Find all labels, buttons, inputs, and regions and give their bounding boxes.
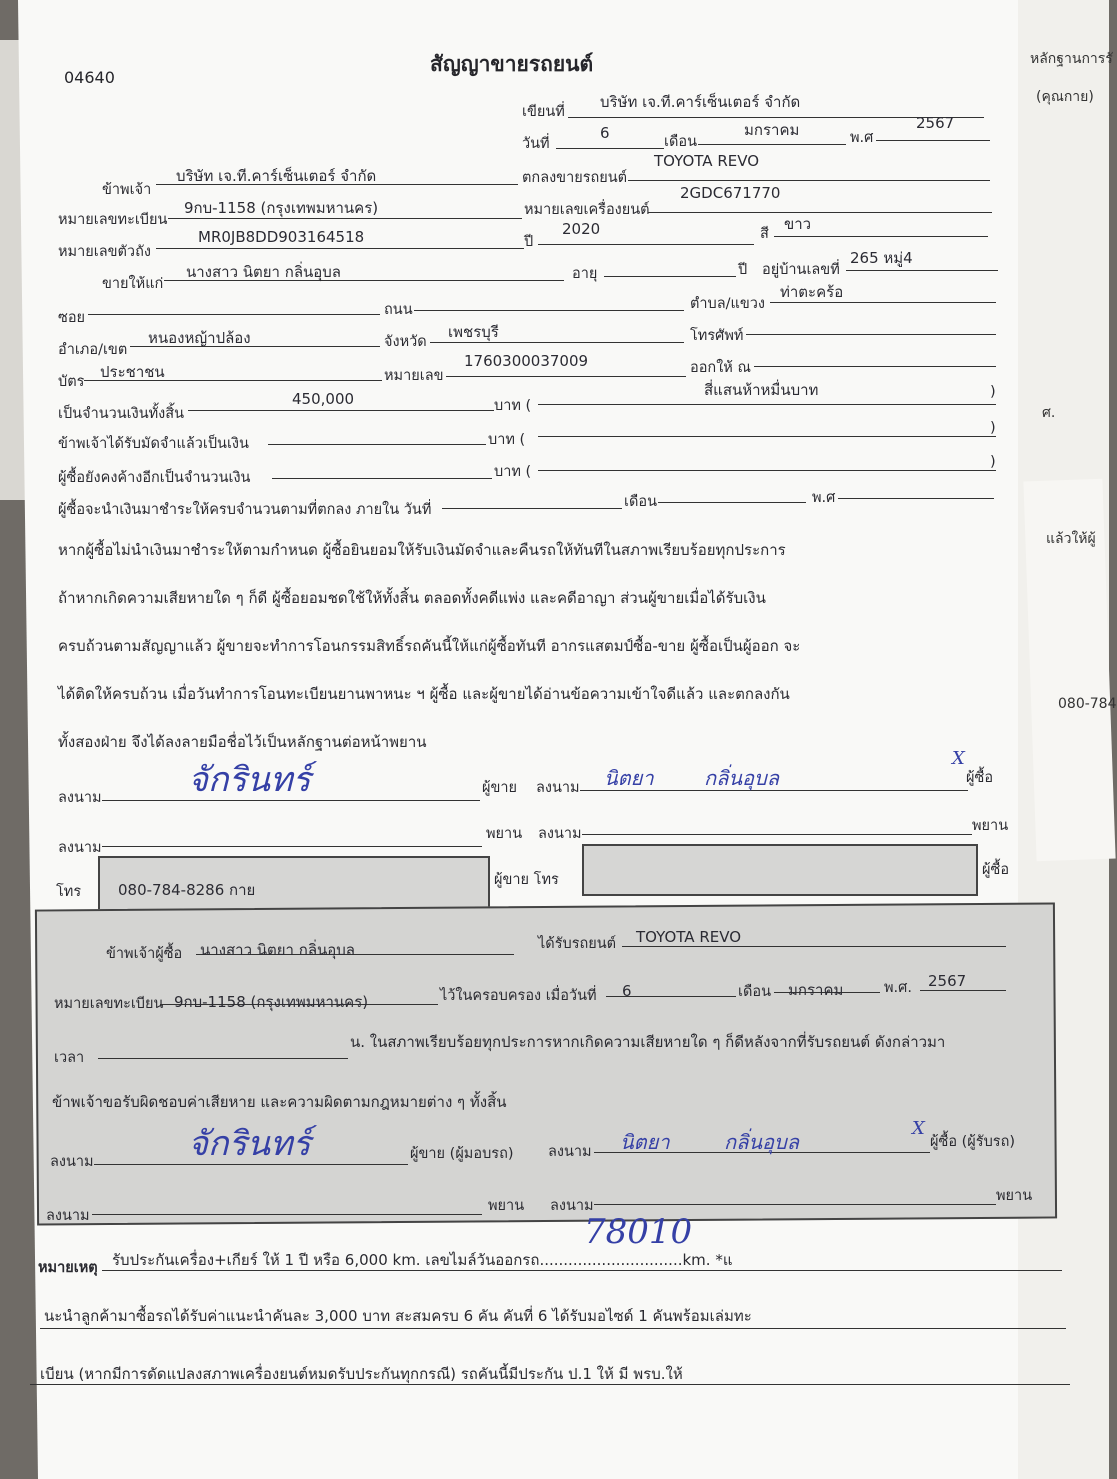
- witness-sign-line: [102, 846, 482, 847]
- deposit-close-paren: ): [990, 420, 996, 436]
- sign-label: ลงนาม: [58, 790, 102, 806]
- total-line: [188, 410, 494, 411]
- pay-month-line: [658, 502, 806, 503]
- plate-value: 9กบ-1158 (กรุงเทพมหานคร): [184, 199, 379, 217]
- age-line: [604, 276, 736, 277]
- seller-phone-value: 080-784-8286 กาย: [118, 881, 256, 899]
- terms-line-1: หากผู้ซื้อไม่นำเงินมาชำระให้ตามกำหนด ผู้ซื้อยินยอมให้รับเงินมัดจำและคืนรถให้ทันทีในสภาพเรียบร้อยทุกประการ: [58, 541, 786, 559]
- deposit-label: ข้าพเจ้าได้รับมัดจำแล้วเป็นเงิน: [58, 436, 249, 452]
- notes-line-2: นะนำลูกค้ามาซื้อรถได้รับค่าแนะนำคันละ 3,000 บาท สะสมครบ 6 คัน คันที่ 6 ได้รับมอไซด์ 1 คันพร้อมเล่มทะ: [44, 1307, 752, 1325]
- month-label: เดือน: [664, 134, 697, 150]
- district-value: หนองหญ้าปล้อง: [148, 329, 251, 347]
- receipt-buyer-label: ข้าพเจ้าผู้ซื้อ: [106, 946, 183, 962]
- pay-year-line: [838, 498, 994, 499]
- sign-label: ลงนาม: [548, 1144, 592, 1160]
- seller-phone-role: ผู้ขาย โทร: [494, 872, 559, 888]
- notes-line-1-underline: [102, 1270, 1062, 1271]
- receipt-buyer-signature-first: นิตยา: [620, 1130, 670, 1154]
- witness-role: พยาน: [972, 818, 1009, 834]
- terms-line-4: ได้ติดให้ครบถ้วน เมื่อวันทำการโอนทะเบียนยานพาหนะ ฯ ผู้ซื้อ และผู้ขายได้อ่านข้อความเข้าใจดีแล้ว และตกลงกัน: [58, 685, 790, 703]
- remaining-baht-label: บาท (: [494, 464, 532, 480]
- sign-label: ลงนาม: [538, 826, 582, 842]
- seller-value: บริษัท เจ.ที.คาร์เซ็นเตอร์ จำกัด: [176, 167, 377, 185]
- receipt-month: มกราคม: [788, 981, 844, 999]
- year-label: พ.ศ: [850, 130, 874, 146]
- chassis-line: [156, 248, 524, 249]
- receipt-condition-text: น. ในสภาพเรียบร้อยทุกประการหากเกิดความเสียหายใด ๆ ก็ดีหลังจากที่รับรถยนต์ ดังกล่าวมา: [350, 1033, 946, 1051]
- receipt-received-label: ได้รับรถยนต์: [538, 936, 617, 952]
- district-label: อำเภอ/เขต: [58, 342, 128, 358]
- receipt-time-label: เวลา: [54, 1050, 85, 1066]
- buyer-phone-box: [582, 844, 978, 896]
- receipt-buyer-signature-last: กลิ่นอุบล: [724, 1130, 799, 1154]
- receipt-time-line: [98, 1058, 348, 1059]
- color-line: [774, 236, 988, 237]
- written-at-label: เขียนที่: [522, 104, 565, 120]
- remaining-line: [272, 478, 492, 479]
- receipt-car-value: TOYOTA REVO: [636, 928, 742, 946]
- background-text: หลักฐานการรั: [1030, 51, 1113, 67]
- terms-line-3: ครบถ้วนตามสัญญาแล้ว ผู้ขายจะทำการโอนกรรมสิทธิ์รถคันนี้ให้แก่ผู้ซื้อทันที อากรแสตมป์ซื้อ-ขาย ผู้ซื้อเป็นผู้ออก จะ: [58, 637, 801, 655]
- total-label: เป็นจำนวนเงินทั้งสิ้น: [58, 406, 185, 422]
- buyer-role: ผู้ซื้อ: [966, 770, 994, 786]
- sign-label: ลงนาม: [58, 840, 102, 856]
- receipt-year: 2567: [928, 972, 967, 990]
- remaining-close-paren: ): [990, 454, 996, 470]
- seller-label: ข้าพเจ้า: [102, 182, 152, 198]
- notes-line-3-underline: [30, 1384, 1070, 1385]
- color-label: สี: [760, 226, 769, 242]
- total-baht-label: บาท (: [494, 398, 532, 414]
- background-text: ศ.: [1042, 405, 1056, 421]
- receipt-witness-line-2: [594, 1204, 996, 1205]
- receipt-car-line: [622, 946, 1006, 947]
- age-label: อายุ: [572, 266, 598, 282]
- address-label: อยู่บ้านเลขที่: [762, 262, 840, 278]
- background-text: แล้วให้ผู้: [1046, 531, 1096, 547]
- doc-number: 04640: [64, 68, 115, 87]
- seller-signature: จักรินทร์: [188, 760, 311, 800]
- receipt-plate-label: หมายเลขทะเบียน: [54, 996, 164, 1012]
- receipt-year-label: พ.ศ.: [884, 980, 912, 996]
- road-line: [414, 310, 684, 311]
- phone-label: โทรศัพท์: [690, 328, 744, 344]
- terms-line-2: ถ้าหากเกิดความเสียหายใด ๆ ก็ดี ผู้ซื้อยอมชดใช้ให้ทั้งสิ้น ตลอดทั้งคดีแพ่ง และคดีอาญา ส่วนผู้ขายเมื่อได้รับเงิน: [58, 589, 766, 607]
- pay-day-line: [442, 508, 622, 509]
- terms-line-5: ทั้งสองฝ่าย จึงได้ลงลายมือชื่อไว้เป็นหลักฐานต่อหน้าพยาน: [58, 733, 427, 751]
- date-year: 2567: [916, 114, 955, 132]
- receipt-buyer-value: นางสาว นิตยา กลิ่นอุบล: [200, 941, 355, 959]
- id-label: หมายเลข: [384, 368, 444, 384]
- day-line: [556, 148, 664, 149]
- receipt-seller-role: ผู้ขาย (ผู้มอบรถ): [410, 1146, 514, 1162]
- background-text: (คุณกาย): [1036, 89, 1094, 105]
- engine-label: หมายเลขเครื่องยนต์: [524, 202, 650, 218]
- phone-label: โทร: [56, 884, 82, 900]
- seller-role: ผู้ขาย: [482, 780, 518, 796]
- total-words: สี่แสนห้าหมื่นบาท: [704, 381, 819, 399]
- buyer-signature-last: กลิ่นอุบล: [704, 766, 779, 790]
- card-label: บัตร: [58, 374, 85, 390]
- road-label: ถนน: [384, 302, 413, 318]
- receipt-plate-value: 9กบ-1158 (กรุงเทพมหานคร): [174, 993, 369, 1011]
- total-amount: 450,000: [292, 390, 355, 408]
- total-words-line: [538, 404, 996, 405]
- buyer-value: นางสาว นิตยา กลิ่นอุบล: [186, 263, 341, 281]
- year-line: [876, 140, 990, 141]
- total-close-paren: ): [990, 384, 996, 400]
- month-line: [698, 144, 846, 145]
- color-value: ขาว: [784, 215, 812, 233]
- id-line: [446, 376, 686, 377]
- car-model-line: [628, 180, 990, 181]
- subdistrict-label: ตำบล/แขวง: [690, 296, 766, 312]
- car-model-value: TOYOTA REVO: [654, 152, 760, 170]
- receipt-month-label: เดือน: [738, 984, 771, 1000]
- plate-label: หมายเลขทะเบียน: [58, 212, 168, 228]
- pay-year-label: พ.ศ: [812, 490, 836, 506]
- issued-label: ออกให้ ณ: [690, 360, 751, 376]
- background-text: 080-784: [1058, 696, 1117, 712]
- engine-value: 2GDC671770: [680, 184, 781, 202]
- receipt-possession-label: ไว้ในครอบครอง เมื่อวันที่: [440, 988, 597, 1004]
- car-year-label: ปี: [524, 234, 534, 250]
- date-month: มกราคม: [744, 121, 800, 139]
- chassis-label: หมายเลขตัวถัง: [58, 244, 151, 260]
- receipt-witness-role: พยาน: [996, 1188, 1033, 1204]
- receipt-witness-role: พยาน: [488, 1198, 525, 1214]
- id-value: 1760300037009: [464, 352, 589, 370]
- province-value: เพชรบุรี: [448, 323, 499, 341]
- card-value: ประชาชน: [100, 363, 165, 381]
- car-year-line: [538, 244, 754, 245]
- receipt-year-line: [920, 990, 1006, 991]
- sign-label: ลงนาม: [536, 780, 580, 796]
- pay-within-label: ผู้ซื้อจะนำเงินมาชำระให้ครบจำนวนตามที่ตกลง ภายใน วันที่: [58, 502, 432, 518]
- notes-line-3: เบียน (หากมีการดัดแปลงสภาพเครื่องยนต์หมดรับประกันทุกกรณี) รถคันนี้มีประกัน ป.1 ให้ มี พรบ.ให้: [40, 1365, 683, 1383]
- province-label: จังหวัด: [384, 334, 427, 350]
- deposit-line: [268, 444, 486, 445]
- mileage-handwritten: 78010: [584, 1212, 693, 1252]
- sell-to-label: ขายให้แก่: [102, 276, 164, 292]
- house-no-value: 265 หมู่4: [850, 249, 913, 267]
- sign-label: ลงนาม: [550, 1198, 594, 1214]
- soi-line: [88, 314, 380, 315]
- receipt-seller-signature: จักรินทร์: [188, 1124, 311, 1164]
- engine-line: [648, 212, 992, 213]
- sign-label: ลงนาม: [46, 1208, 90, 1224]
- remaining-label: ผู้ซื้อยังคงค้างอีกเป็นจำนวนเงิน: [58, 470, 251, 486]
- receipt-buyer-x-mark: X: [912, 1118, 925, 1139]
- deposit-words-line: [538, 436, 996, 437]
- written-at-value: บริษัท เจ.ที.คาร์เซ็นเตอร์ จำกัด: [600, 93, 801, 111]
- notes-label: หมายเหตุ: [38, 1260, 98, 1276]
- phone-line: [746, 334, 996, 335]
- witness-sign-line-2: [582, 834, 972, 835]
- page-title: สัญญาขายรถยนต์: [430, 52, 594, 76]
- buyer-x-mark: X: [952, 748, 965, 769]
- sign-label: ลงนาม: [50, 1154, 94, 1170]
- remaining-words-line: [538, 470, 996, 471]
- buyer-phone-role: ผู้ซื้อ: [982, 862, 1010, 878]
- issued-line: [754, 366, 996, 367]
- receipt-buyer-role: ผู้ซื้อ (ผู้รับรถ): [930, 1134, 1016, 1150]
- receipt-liability-text: ข้าพเจ้าขอรับผิดชอบค่าเสียหาย และความผิดตามกฎหมายต่าง ๆ ทั้งสิ้น: [52, 1093, 507, 1111]
- date-day: 6: [600, 124, 610, 142]
- receipt-witness-line: [92, 1214, 482, 1215]
- receipt-day: 6: [622, 982, 632, 1000]
- notes-line-2-underline: [40, 1328, 1066, 1329]
- chassis-value: MR0JB8DD903164518: [198, 228, 365, 246]
- age-unit: ปี: [738, 262, 748, 278]
- witness-role: พยาน: [486, 826, 523, 842]
- pay-month-label: เดือน: [624, 494, 657, 510]
- buyer-signature-first: นิตยา: [604, 766, 654, 790]
- car-year-value: 2020: [562, 220, 601, 238]
- house-no-line: [846, 270, 998, 271]
- notes-line-1: รับประกันเครื่อง+เกียร์ ให้ 1 ปี หรือ 6,000 km. เลขไมล์วันออกรถ..............................km. *แ: [112, 1251, 733, 1269]
- date-label: วันที่: [522, 136, 550, 152]
- subdistrict-value: ท่าตะคร้อ: [780, 283, 844, 301]
- agree-sell-label: ตกลงขายรถยนต์: [522, 170, 628, 186]
- soi-label: ซอย: [58, 310, 86, 326]
- deposit-baht-label: บาท (: [488, 432, 526, 448]
